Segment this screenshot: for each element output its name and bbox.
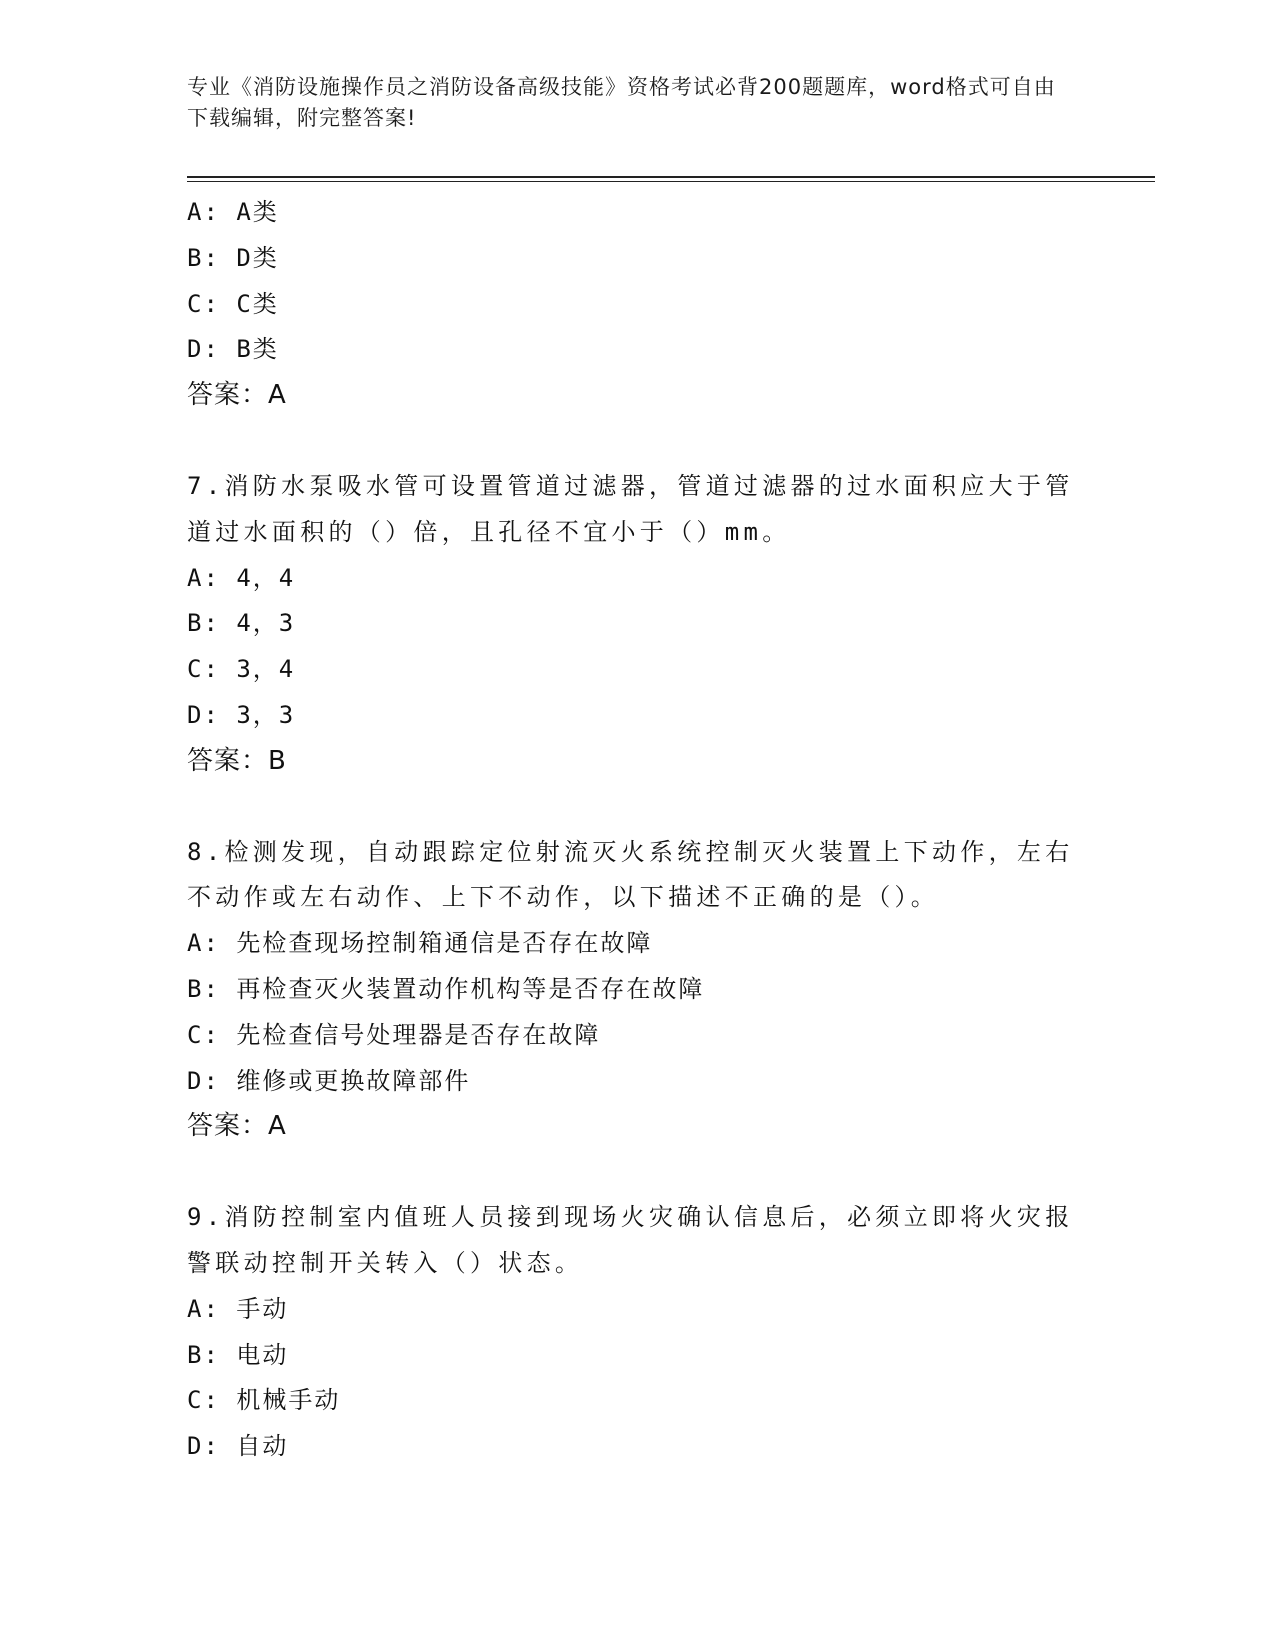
option-d: D: 自动 [187, 1432, 289, 1461]
question-9 [187, 1195, 1087, 1470]
option-b: B: 再检查灭火装置动作机构等是否存在故障 [187, 974, 705, 1003]
answer-line: 答案：B [187, 745, 287, 776]
question-text: 9.消防控制室内值班人员接到现场火灾确认信息后，必须立即将火灾报警联动控制开关转入（）状态。 [187, 1203, 1074, 1277]
option-c: C: C类 [187, 289, 279, 318]
question-list [187, 190, 1087, 1470]
option-b: B: D类 [187, 243, 279, 272]
question-text: 7.消防水泵吸水管可设置管道过滤器，管道过滤器的过水面积应大于管道过水面积的（）倍，且孔径不宜小于（）mm。 [187, 471, 1074, 546]
header-rule-thin [187, 181, 1155, 182]
option-d: D: 维修或更换故障部件 [187, 1066, 471, 1095]
header-rule-thick [187, 176, 1155, 178]
option-c: C: 机械手动 [187, 1386, 341, 1415]
option-c: C: 先检查信号处理器是否存在故障 [187, 1020, 601, 1049]
question-7 [187, 464, 1087, 785]
option-b: B: 电动 [187, 1340, 289, 1369]
answer-line: 答案：A [187, 380, 287, 411]
option-c: C: 3，4 [187, 655, 296, 684]
option-b: B: 4，3 [187, 609, 296, 638]
question-8 [187, 830, 1087, 1151]
document-header: 专业《消防设施操作员之消防设备高级技能》资格考试必背200题题库，word格式可自由下载编辑，附完整答案! [187, 75, 1056, 130]
option-a: A: 先检查现场控制箱通信是否存在故障 [187, 929, 653, 958]
option-a: A: 手动 [187, 1294, 289, 1323]
answer-line: 答案：A [187, 1111, 287, 1142]
question-6-tail [187, 190, 1087, 419]
question-text: 8.检测发现，自动跟踪定位射流灭火系统控制灭火装置上下动作，左右不动作或左右动作、上下不动作，以下描述不正确的是（）。 [187, 837, 1074, 912]
option-a: A: 4，4 [187, 563, 296, 592]
option-a: A: A类 [187, 198, 279, 226]
option-d: D: B类 [187, 335, 279, 364]
option-d: D: 3，3 [187, 700, 296, 729]
